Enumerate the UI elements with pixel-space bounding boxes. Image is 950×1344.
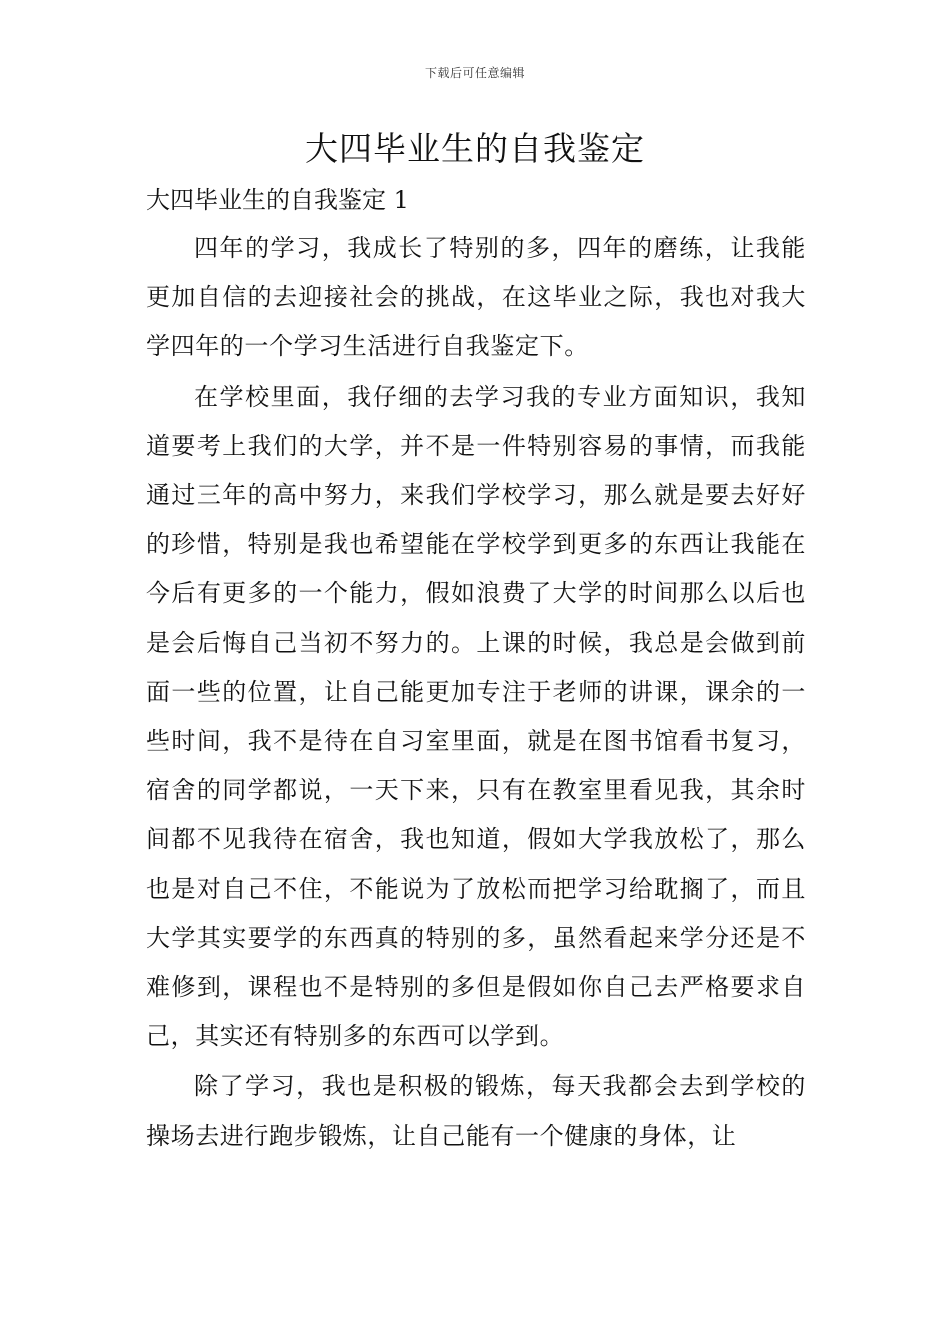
section-heading: 大四毕业生的自我鉴定 1 [146, 186, 409, 214]
paragraph-1: 四年的学习，我成长了特别的多，四年的磨练，让我能更加自信的去迎接社会的挑战，在这毕业之际，我也对我大学四年的一个学习生活进行自我鉴定下。 [146, 234, 806, 361]
document-body [146, 224, 806, 1162]
document-title: 大四毕业生的自我鉴定 [305, 129, 645, 168]
header-note: 下载后可任意编辑 [424, 66, 525, 80]
paragraph-2: 在学校里面，我仔细的去学习我的专业方面知识，我知道要考上我们的大学，并不是一件特别容易的事情，而我能通过三年的高中努力，来我们学校学习，那么就是要去好好的珍惜，特别是我也希望能在学校学到更多的东西让我能在今后有更多的一个能力，假如浪费了大学的时间那么以后也是会后悔自己当初不努力的。上课的时候，我总是会做到前面一些的位置，让自己能更加专注于老师的讲课，课余的一些时间，我不是待在自习室里面，就是在图书馆看书复习，宿舍的同学都说，一天下来，只有在教室里看见我，其余时间都不见我待在宿舍，我也知道，假如大学我放松了，那么也是对自己不住，不能说为了放松而把学习给耽搁了，而且大学其实要学的东西真的特别的多，虽然看起来学分还是不难修到，课程也不是特别的多但是假如你自己去严格要求自己，其实还有特别多的东西可以学到。 [146, 382, 806, 1051]
paragraph-3: 除了学习，我也是积极的锻炼，每天我都会去到学校的操场去进行跑步锻炼，让自己能有一个健康的身体，让 [146, 1072, 806, 1150]
